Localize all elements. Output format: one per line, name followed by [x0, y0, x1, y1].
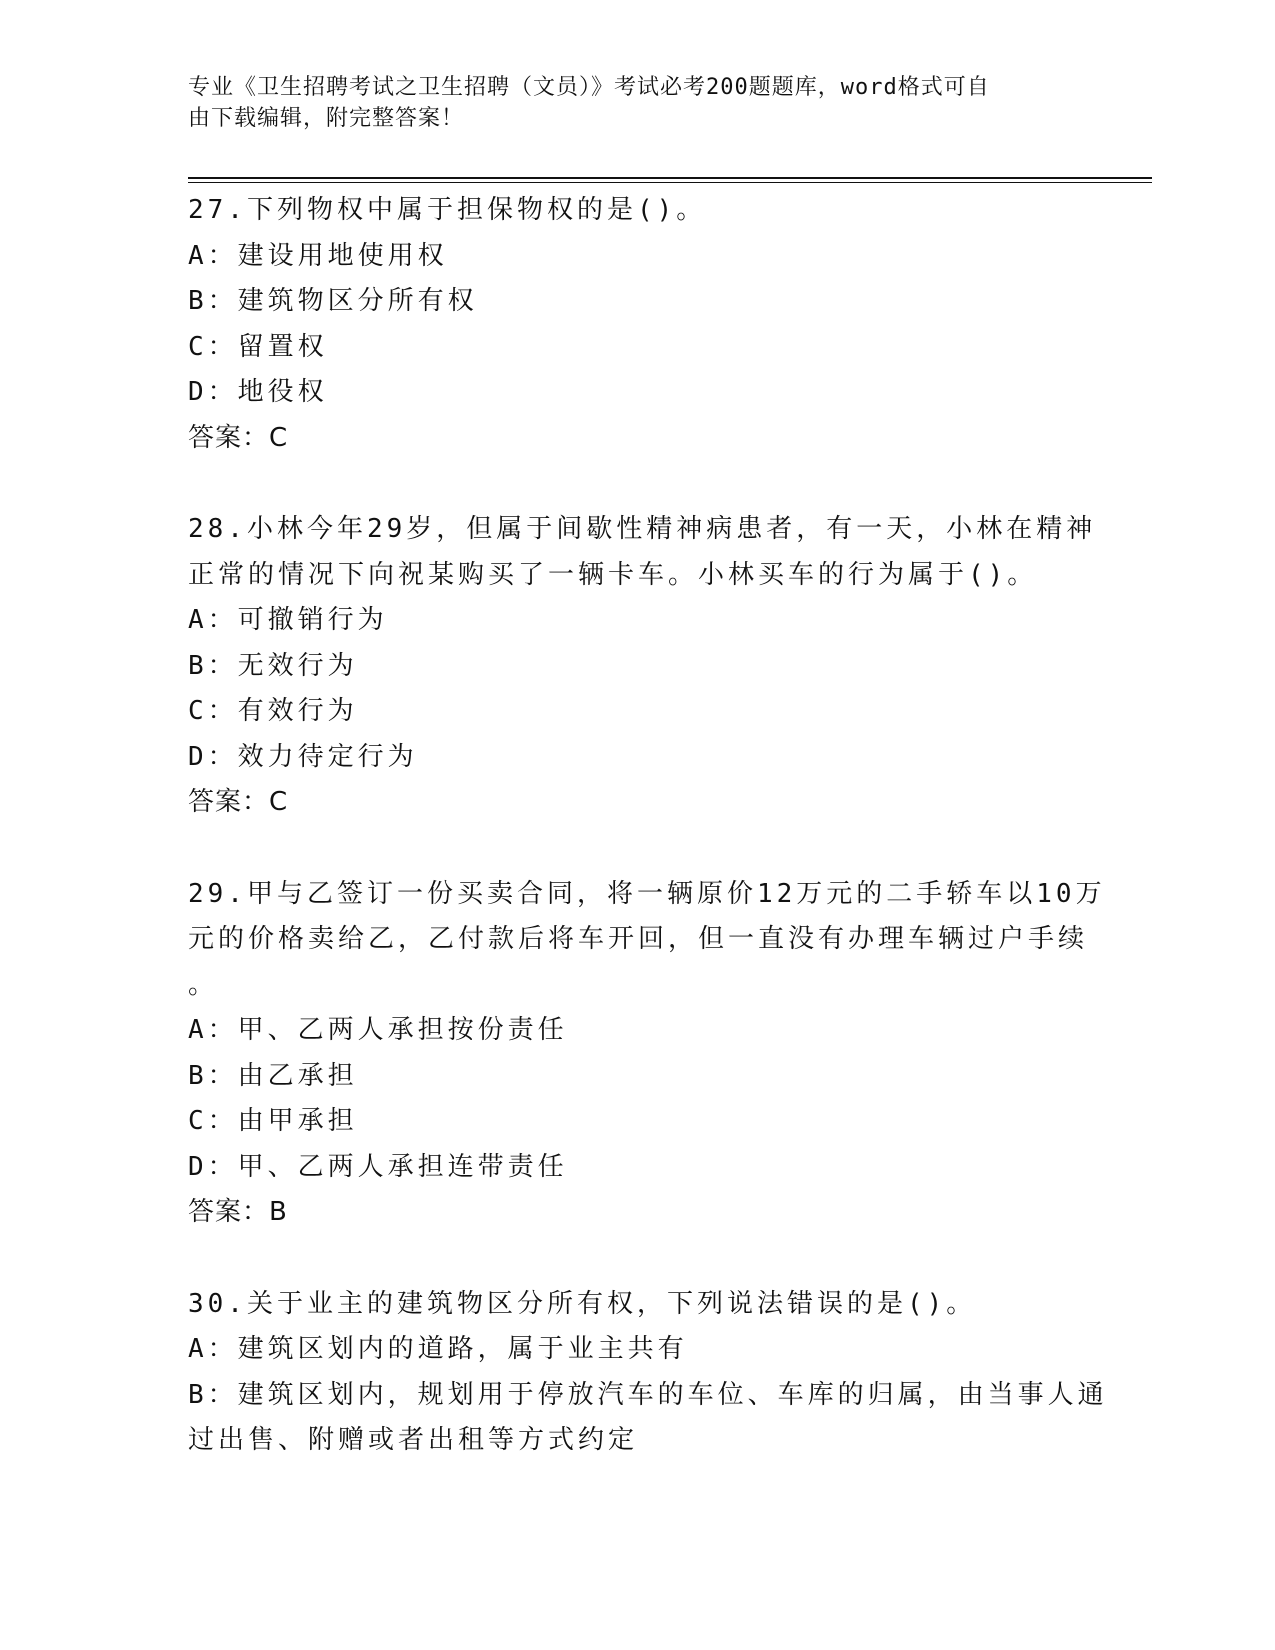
- option-b: B：由乙承担: [188, 1060, 358, 1091]
- header-divider-thin: [188, 182, 1152, 183]
- question-27: [188, 188, 1078, 461]
- question-stem: 29.甲与乙签订一份买卖合同，将一辆原价12万元的二手轿车以10万: [188, 878, 1106, 909]
- question-28: [188, 507, 1097, 826]
- question-stem: 28.小林今年29岁，但属于间歇性精神病患者，有一天，小林在精神: [188, 514, 1097, 544]
- question-stem: 30.关于业主的建筑物区分所有权，下列说法错误的是()。: [188, 1288, 977, 1319]
- header-line-2: 由下载编辑，附完整答案！: [188, 106, 465, 131]
- question-stem: 27.下列物权中属于担保物权的是()。: [188, 195, 707, 225]
- option-b: B：建筑区划内，规划用于停放汽车的车位、车库的归属，由当事人通: [188, 1379, 1108, 1410]
- question-stem-cont: 正常的情况下向祝某购买了一辆卡车。小林买车的行为属于()。: [188, 559, 1038, 590]
- option-a: A：可撤销行为: [188, 605, 388, 635]
- header-divider-thick: [188, 177, 1152, 179]
- question-stem-end: 。: [188, 969, 219, 1000]
- question-list: [188, 188, 1108, 1464]
- document-header: [188, 72, 1068, 134]
- option-a: A：甲、乙两人承担按份责任: [188, 1015, 568, 1045]
- option-c: C：由甲承担: [188, 1106, 358, 1136]
- option-a: A：建筑区划内的道路，属于业主共有: [188, 1334, 688, 1364]
- header-line-1: 专业《卫生招聘考试之卫生招聘（文员）》考试必考200题题库，word格式可自: [188, 75, 990, 100]
- option-d: D：地役权: [188, 377, 328, 407]
- question-stem-cont: 元的价格卖给乙，乙付款后将车开回，但一直没有办理车辆过户手续: [188, 924, 1089, 954]
- option-b-cont: 过出售、附赠或者出租等方式约定: [188, 1425, 639, 1455]
- answer-line: 答案：C: [188, 422, 289, 453]
- option-c: C：有效行为: [188, 696, 358, 726]
- option-d: D：甲、乙两人承担连带责任: [188, 1151, 568, 1182]
- answer-line: 答案：B: [188, 1197, 288, 1227]
- option-c: C：留置权: [188, 331, 328, 362]
- question-30: [188, 1282, 1108, 1464]
- question-29: [188, 872, 1106, 1236]
- option-d: D：效力待定行为: [188, 741, 418, 772]
- answer-line: 答案：C: [188, 787, 289, 817]
- option-b: B：建筑物区分所有权: [188, 286, 478, 316]
- option-b: B：无效行为: [188, 650, 358, 681]
- option-a: A：建设用地使用权: [188, 240, 448, 271]
